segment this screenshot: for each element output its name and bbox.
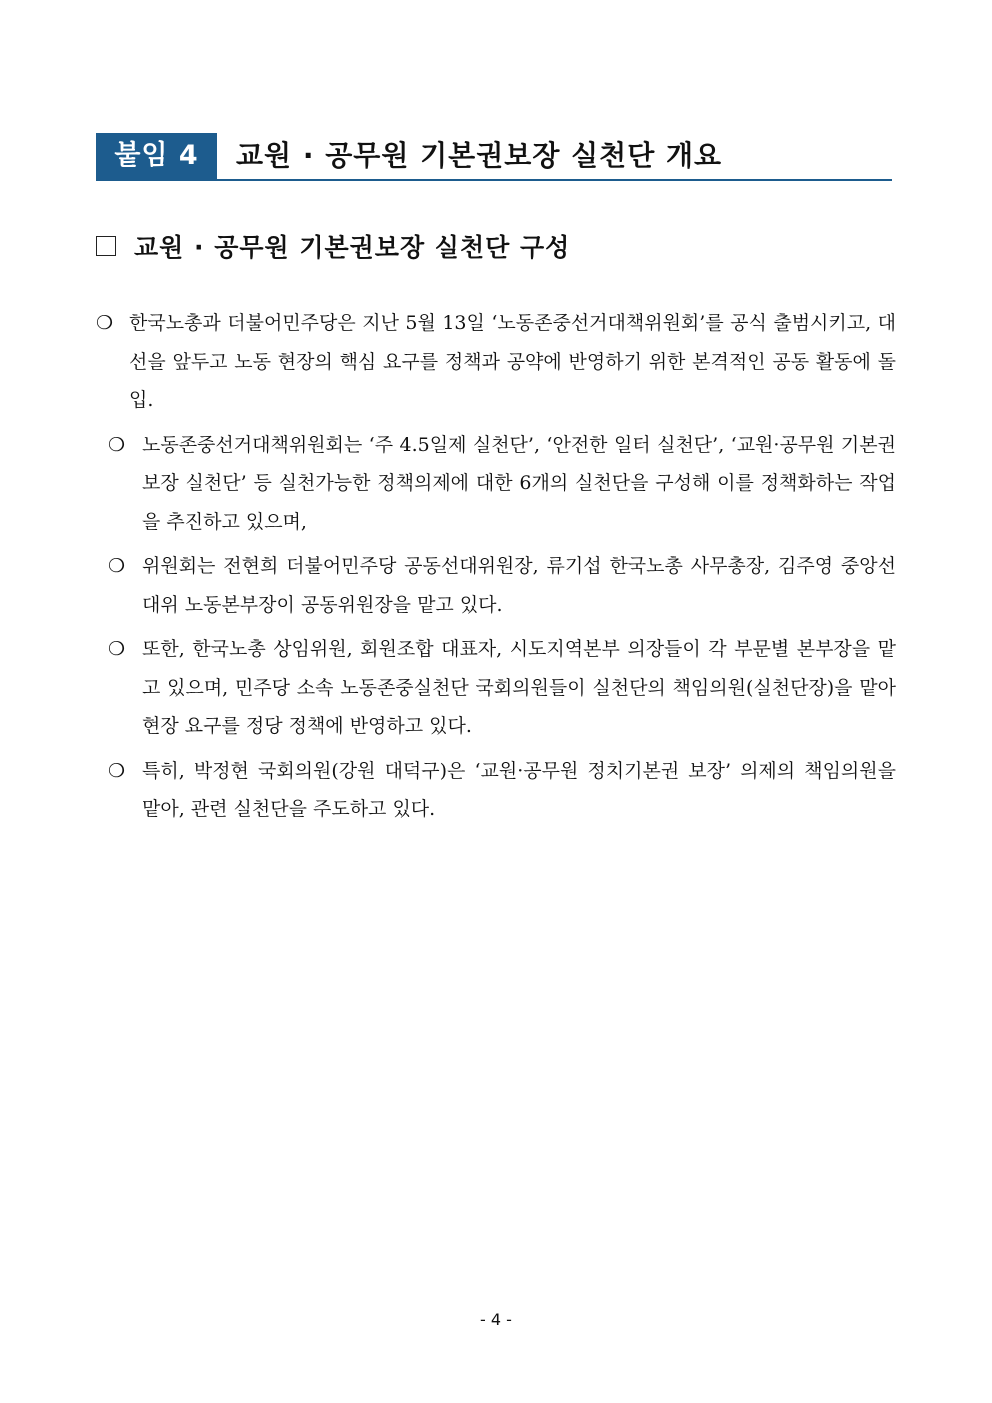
circle-bullet-icon: ❍ <box>108 433 126 456</box>
document-body <box>96 304 896 835</box>
list-item-text: 노동존중선거대책위원회는 ‘주 4.5일제 실천단’, ‘안전한 일터 실천단’, ‘교원·공무원 기본권보장 실천단’ 등 실천가능한 정책의제에 대한 6개의 실천단을 구성해 이를 정책화하는 작업을 추진하고 있으며, <box>142 433 896 533</box>
document-title: 교원 · 공무원 기본권보장 실천단 개요 <box>236 139 723 172</box>
list-item-text: 또한, 한국노총 상임위원, 회원조합 대표자, 시도지역본부 의장들이 각 부문별 본부장을 맡고 있으며, 민주당 소속 노동존중실천단 국회의원들이 실천단의 책임의원(실천단장)을 맡아 현장 요구를 정당 정책에 반영하고 있다. <box>142 638 896 737</box>
circle-bullet-icon: ❍ <box>108 555 126 577</box>
attachment-badge: 붙임 4 <box>96 133 217 179</box>
page-number: - 4 - <box>480 1310 512 1329</box>
list-item <box>96 630 896 746</box>
list-item-text: 위원회는 전현희 더불어민주당 공동선대위원장, 류기섭 한국노총 사무총장, 김주영 중앙선대위 노동본부장이 공동위원장을 맡고 있다. <box>142 555 896 616</box>
list-item <box>96 547 896 624</box>
list-item <box>96 426 896 542</box>
section-heading <box>96 226 570 266</box>
list-item-text: 특히, 박정현 국회의원(강원 대덕구)은 ‘교원·공무원 정치기본권 보장’ 의제의 책임의원을 맡아, 관련 실천단을 주도하고 있다. <box>142 759 896 820</box>
list-item <box>96 304 896 420</box>
list-item <box>96 752 896 829</box>
attachment-header <box>96 133 892 181</box>
list-item-text: 한국노총과 더불어민주당은 지난 5월 13일 ‘노동존중선거대책위원회’를 공식 출범시키고, 대선을 앞두고 노동 현장의 핵심 요구를 정책과 공약에 반영하기 위한 본격적인 공동 활동에 돌입. <box>129 312 896 411</box>
circle-bullet-icon: ❍ <box>96 312 114 334</box>
circle-bullet-icon: ❍ <box>108 759 126 782</box>
checkbox-square-icon <box>96 236 116 256</box>
circle-bullet-icon: ❍ <box>108 638 126 660</box>
section-title: 교원 · 공무원 기본권보장 실천단 구성 <box>134 233 571 262</box>
